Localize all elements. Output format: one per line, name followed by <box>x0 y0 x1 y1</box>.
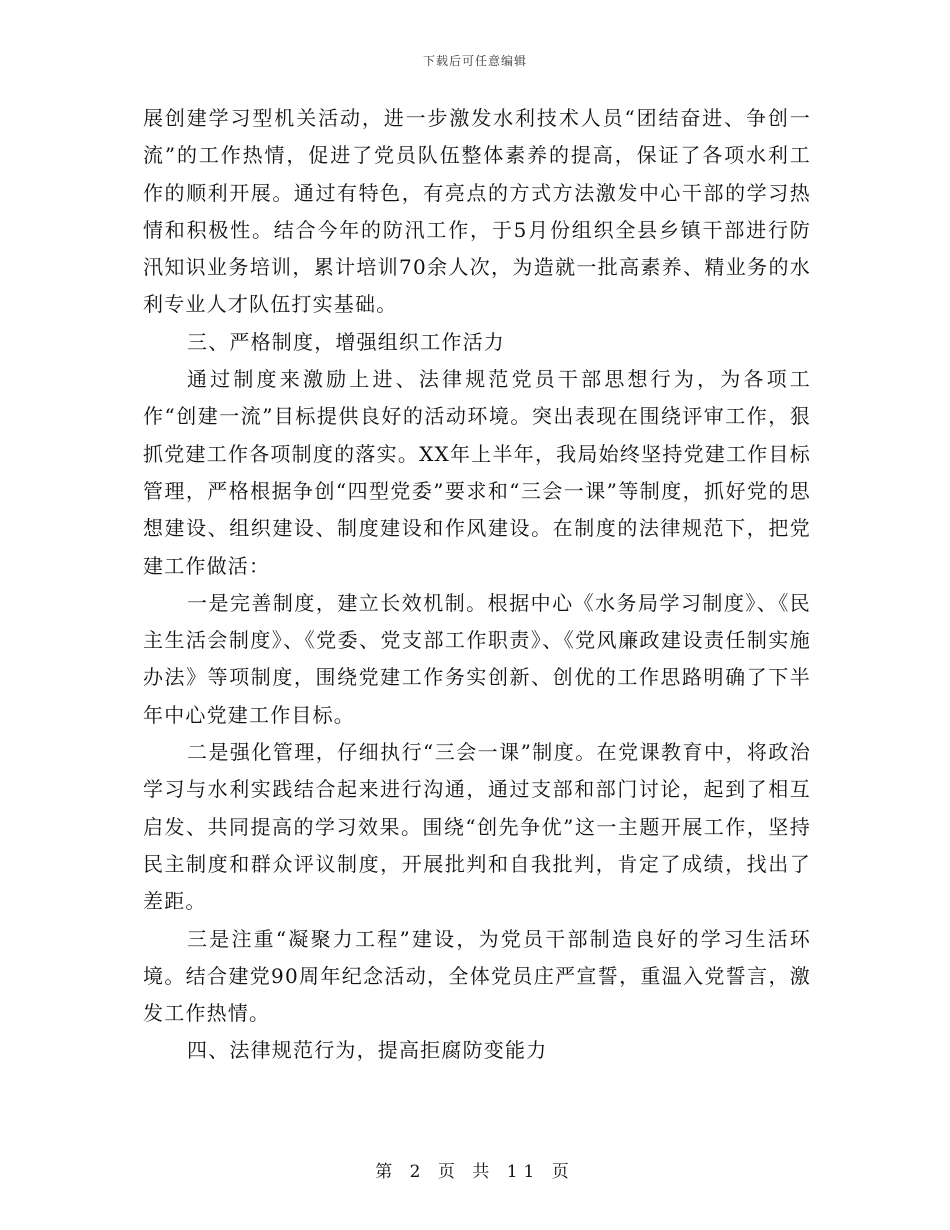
page-header: 下载后可任意编辑 <box>422 54 527 68</box>
paragraph: 一是完善制度，建立长效机制。根据中心《水务局学习制度》、《民主生活会制度》、《党委、党支部工作职责》、《党风廉政建设责任制实施办法》等项制度，围绕党建工作务实创新、创优的工作思路明确了下半年中心党建工作目标。 <box>143 590 811 727</box>
paragraph: 通过制度来激励上进、法律规范党员干部思想行为，为各项工作“创建一流”目标提供良好的活动环境。突出表现在围绕评审工作，狠抓党建工作各项制度的落实。XX年上半年，我局始终坚持党建工作目标管理，严格根据争创“四型党委”要求和“三会一课”等制度，抓好党的思想建设、组织建设、制度建设和作风建设。在制度的法律规范下，把党建工作做活： <box>143 367 811 578</box>
page-number: 第 2 页 共 11 页 <box>375 1162 575 1182</box>
paragraph: 二是强化管理，仔细执行“三会一课”制度。在党课教育中，将政治学习与水利实践结合起来进行沟通，通过支部和部门讨论，起到了相互启发、共同提高的学习效果。围绕“创先争优”这一主题开展工作，坚持民主制度和群众评议制度，开展批判和自我批判，肯定了成绩，找出了差距。 <box>143 740 811 914</box>
paragraph: 三是注重“凝聚力工程”建设，为党员干部制造良好的学习生活环境。结合建党90周年纪念活动，全体党员庄严宣誓，重温入党誓言，激发工作热情。 <box>143 926 811 1026</box>
document-body <box>143 100 811 1070</box>
paragraph-continuation: 展创建学习型机关活动，进一步激发水利技术人员“团结奋进、争创一流”的工作热情，促进了党员队伍整体素养的提高，保证了各项水利工作的顺利开展。通过有特色，有亮点的方式方法激发中心干部的学习热情和积极性。结合今年的防汛工作，于5月份组织全县乡镇干部进行防汛知识业务培训，累计培训70余人次，为造就一批高素养、精业务的水利专业人才队伍打实基础。 <box>143 106 811 317</box>
section-heading-4: 四、法律规范行为，提高拒腐防变能力 <box>187 1038 548 1063</box>
section-heading-3: 三、严格制度，增强组织工作活力 <box>187 329 505 354</box>
